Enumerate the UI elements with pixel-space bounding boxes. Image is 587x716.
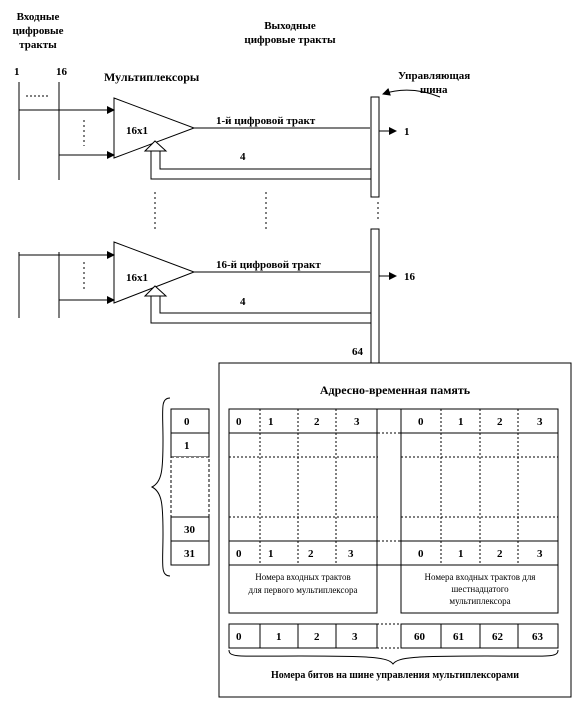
caption-second-line2: шестнадцатого (451, 584, 509, 594)
g2-bottom-1: 1 (458, 548, 464, 560)
caption-second-line3: мультиплексора (449, 596, 511, 606)
output-first-number: 1 (404, 126, 410, 138)
g2-bottom-2: 2 (497, 548, 503, 560)
control-bus-lower (371, 229, 379, 364)
bit-2: 2 (314, 631, 320, 643)
address-cell-gap (171, 457, 209, 517)
multiplexer-1-label: 16x1 (126, 125, 148, 137)
output-last-label: 16-й цифровой тракт (216, 259, 321, 271)
g1-bottom-2: 2 (308, 548, 314, 560)
input-tracts-title-line3: тракты (19, 39, 57, 51)
g2-top-1: 1 (458, 416, 464, 428)
mux1-bus-width: 4 (240, 151, 246, 163)
g2-top-2: 2 (497, 416, 503, 428)
multiplexer-16-label: 16x1 (126, 272, 148, 284)
address-value-1: 1 (184, 440, 190, 452)
bit-60: 60 (414, 631, 425, 643)
bit-61: 61 (453, 631, 464, 643)
address-brace (152, 398, 170, 576)
g1-top-2: 2 (314, 416, 320, 428)
output-last-number: 16 (404, 271, 415, 283)
output-first-label: 1-й цифровой тракт (216, 115, 316, 127)
g2-top-0: 0 (418, 416, 424, 428)
g1-top-1: 1 (268, 416, 274, 428)
multiplexers-title: Мультиплексоры (104, 70, 200, 84)
g1-bottom-0: 0 (236, 548, 242, 560)
address-value-0: 0 (184, 416, 190, 428)
mux1-control-loop-inner (160, 151, 371, 169)
mux16-control-loop-inner (160, 296, 371, 313)
g1-top-0: 0 (236, 416, 242, 428)
g1-top-3: 3 (354, 416, 360, 428)
g1-bottom-3: 3 (348, 548, 354, 560)
g1-bottom-1: 1 (268, 548, 274, 560)
caption-second-line1: Номера входных трактов для (424, 572, 536, 582)
memory-title: Адресно-временная память (319, 383, 471, 397)
bit-1: 1 (276, 631, 282, 643)
bit-63: 63 (532, 631, 543, 643)
control-bus-upper (371, 97, 379, 197)
input-last-number: 16 (56, 66, 67, 78)
bits-caption: Номера битов на шине управления мультиплексорами (271, 670, 519, 681)
bit-0: 0 (236, 631, 242, 643)
mux1-control-loop-outer (151, 151, 371, 179)
memory-bus-width: 64 (352, 346, 363, 358)
output-tracts-title-line1: Выходные (264, 20, 316, 32)
g2-bottom-0: 0 (418, 548, 424, 560)
input-first-number: 1 (14, 66, 20, 78)
mux16-control-loop-outer (151, 296, 371, 323)
input-tracts-title-line2: цифровые (12, 25, 64, 37)
bit-3: 3 (352, 631, 358, 643)
control-bus-title-line2: шина (420, 84, 448, 96)
control-bus-title-line1: Управляющая (398, 70, 471, 82)
bit-62: 62 (492, 631, 503, 643)
input-tracts-title-line1: Входные (16, 11, 60, 23)
output-tracts-title-line2: цифровые тракты (244, 34, 336, 46)
g2-bottom-3: 3 (537, 548, 543, 560)
address-cell-1 (171, 433, 209, 457)
grid-gap-column (378, 410, 400, 564)
g2-top-3: 3 (537, 416, 543, 428)
mux16-bus-width: 4 (240, 296, 246, 308)
caption-first-line2: для первого мультиплексора (248, 585, 358, 595)
caption-first-line1: Номера входных трактов (255, 572, 351, 582)
address-cell-0 (171, 409, 209, 433)
address-value-31: 31 (184, 548, 195, 560)
address-value-30: 30 (184, 524, 195, 536)
